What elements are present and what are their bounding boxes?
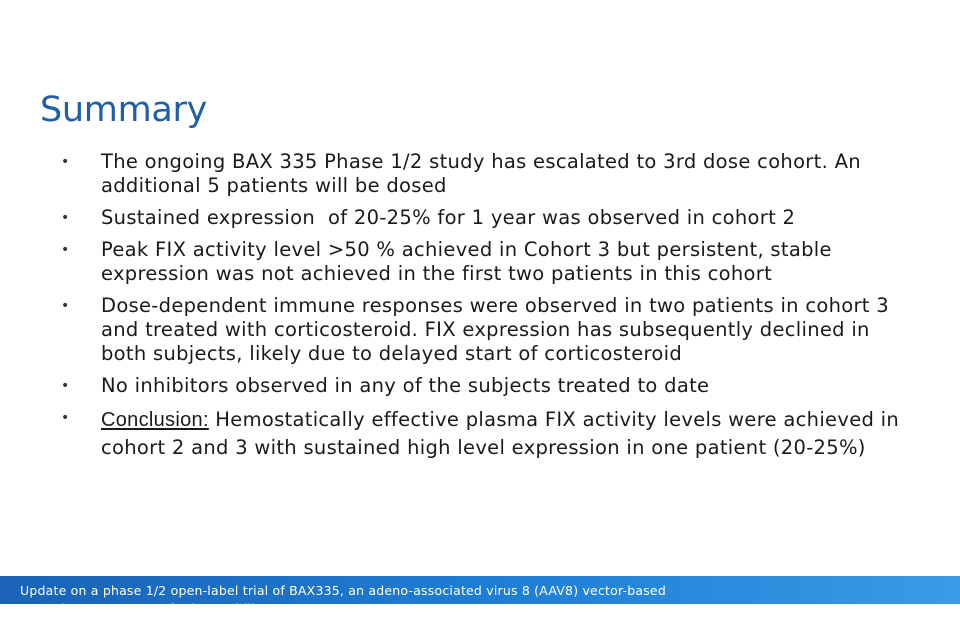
conclusion-label: Conclusion: [101, 409, 209, 431]
bullet-text: Dose-dependent immune responses were observed in two patients in cohort 3 and treated with corticosteroid. FIX expression has subsequently declined in both subjects, likely due to delayed start of corticosteroid [101, 294, 889, 365]
bullet-item [0, 150, 960, 198]
footer-citation: Update on a phase 1/2 open-label trial of BAX335, an adeno-associated virus 8 (AAV8) vector-based gene therapy program for hemophilia B. ISTH 2015 Congress, Toronto, June 20-25 [20, 583, 666, 616]
bullet-text: Peak FIX activity level >50 % achieved in Cohort 3 but persistent, stable expression was not achieved in the first two patients in this cohort [101, 238, 832, 285]
bullet-dot: • [61, 242, 70, 258]
bullet-dot: • [61, 154, 70, 170]
bullet-text: No inhibitors observed in any of the subjects treated to date [101, 374, 710, 397]
conclusion-text: Hemostatically effective plasma FIX activity levels were achieved in cohort 2 and 3 with sustained high level expression in one patient (20-25%) [101, 408, 900, 459]
slide-title: Summary [40, 90, 208, 130]
bullet-text: The ongoing BAX 335 Phase 1/2 study has escalated to 3rd dose cohort. An additional 5 patients will be dosed [101, 150, 861, 197]
summary-bullet-list [0, 150, 960, 469]
bullet-item [0, 374, 960, 398]
bullet-dot: • [61, 298, 70, 314]
conclusion-bullet-item [0, 406, 960, 461]
footer-band [0, 576, 960, 616]
bullet-item [0, 238, 960, 286]
bullet-dot: • [61, 210, 70, 226]
bullet-item [0, 206, 960, 230]
bullet-text: Sustained expression of 20-25% for 1 year was observed in cohort 2 [101, 206, 796, 229]
bullet-dot: • [61, 378, 70, 394]
bullet-dot: • [61, 410, 70, 426]
bullet-item [0, 294, 960, 366]
